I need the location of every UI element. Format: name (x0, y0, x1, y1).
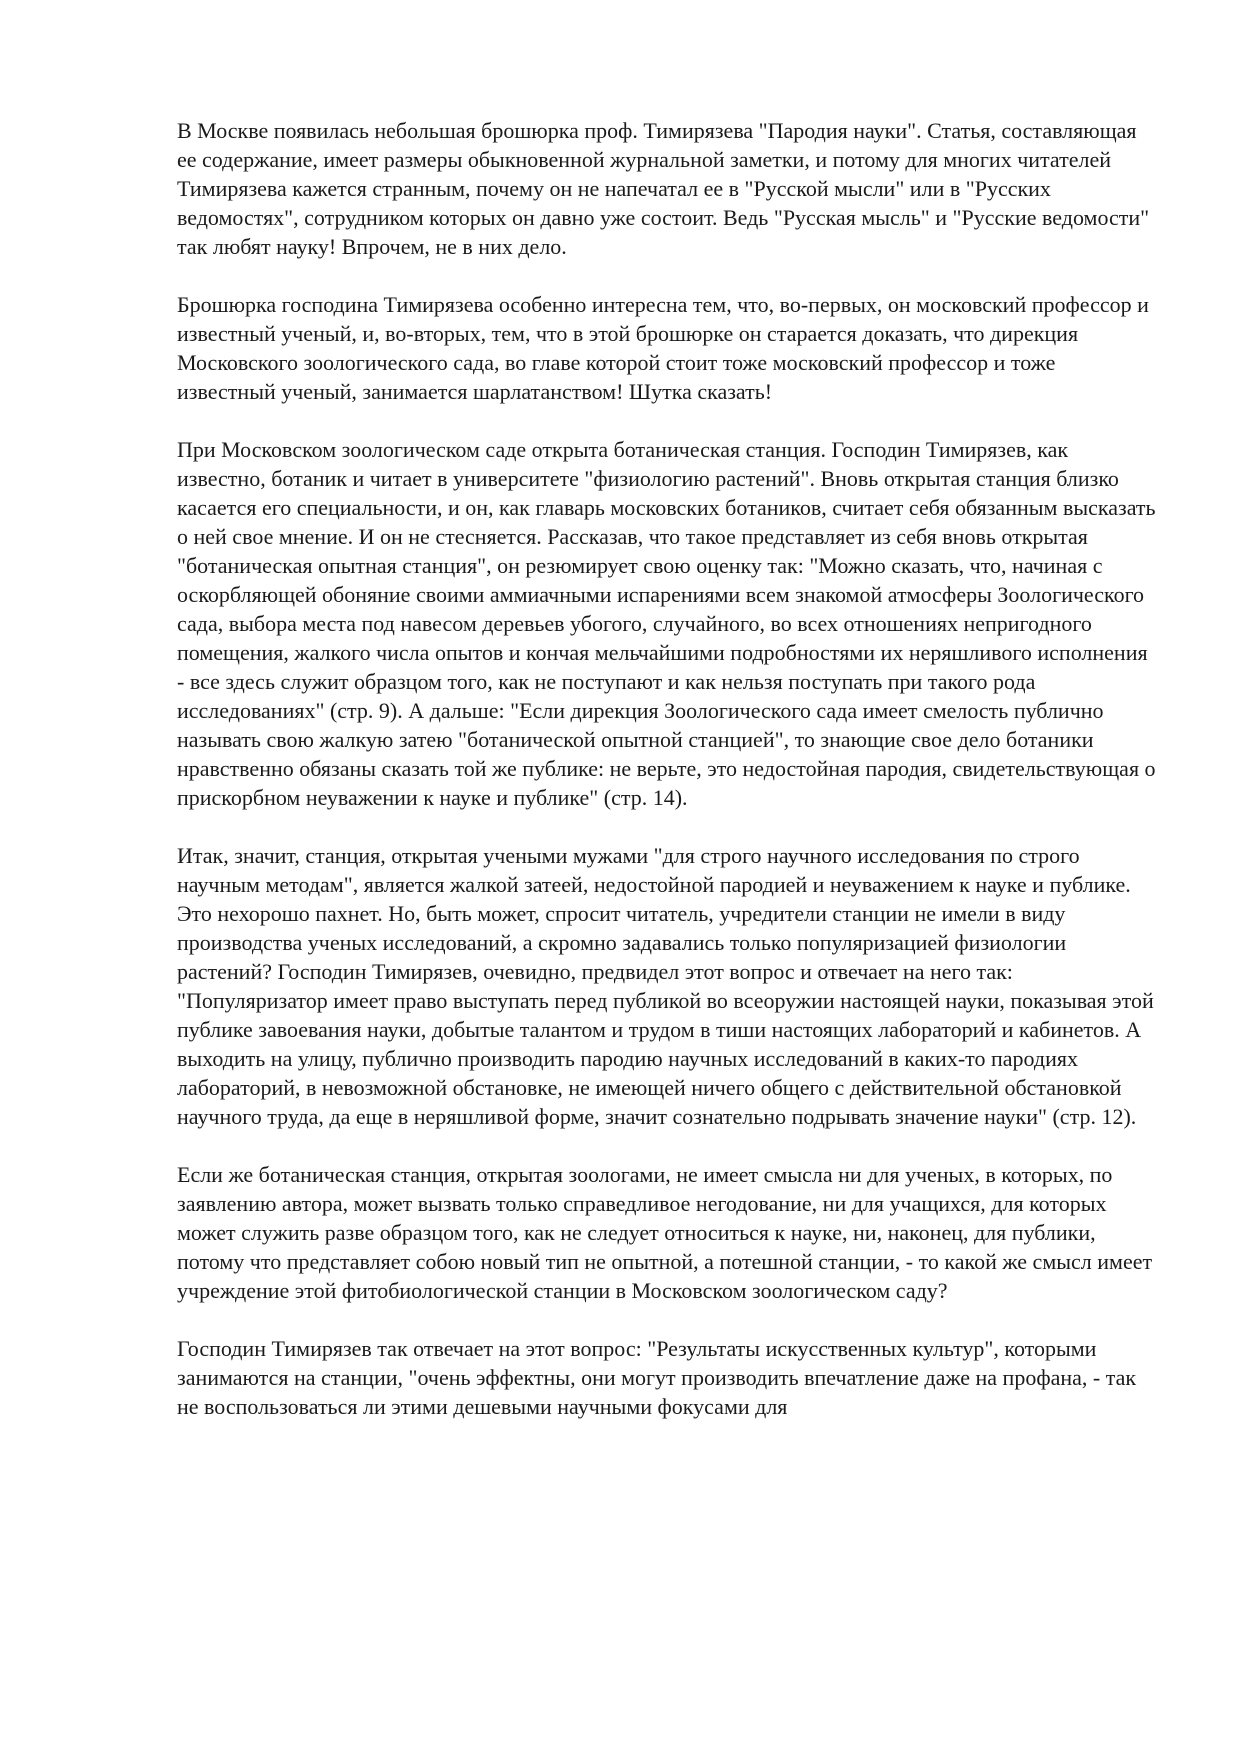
paragraph-3: При Московском зоологическом саде открыта ботаническая станция. Господин Тимирязев, как известно, ботаник и читает в университете "физиологию растений". Вновь открытая станция близко касается его специальности, и он, как главарь московских ботаников, считает себя обязанным высказать о ней свое мнение. И он не стесняется. Рассказав, что такое представляет из себя вновь открытая "ботаническая опытная станция", он резюмирует свою оценку так: "Можно сказать, что, начиная с оскорбляющей обоняние своими аммиачными испарениями всем знакомой атмосферы Зоологического сада, выбора места под навесом деревьев убогого, случайного, во всех отношениях непригодного помещения, жалкого числа опытов и кончая мельчайшими подробностями их неряшливого исполнения - все здесь служит образцом того, как не поступают и как нельзя поступать при такого рода исследованиях" (стр. 9). А дальше: "Если дирекция Зоологического сада имеет смелость публично называть свою жалкую затею "ботанической опытной станцией", то знающие свое дело ботаники нравственно обязаны сказать той же публике: не верьте, это недостойная пародия, свидетельствующая о прискорбном неуважении к науке и публике" (стр. 14). (177, 437, 1156, 810)
paragraph-2: Брошюрка господина Тимирязева особенно интересна тем, что, во-первых, он московский профессор и известный ученый, и, во-вторых, тем, что в этой брошюрке он старается доказать, что дирекция Московского зоологического сада, во главе которой стоит тоже московский профессор и тоже известный ученый, занимается шарлатанством! Шутка сказать! (177, 292, 1149, 404)
paragraph-1: В Москве появилась небольшая брошюрка проф. Тимирязева "Пародия науки". Статья, составляющая ее содержание, имеет размеры обыкновенной журнальной заметки, и потому для многих читателей Тимирязева кажется странным, почему он не напечатал ее в "Русской мысли" или в "Русских ведомостях", сотрудником которых он давно уже состоит. Ведь "Русская мысль" и "Русские ведомости" так любят науку! Впрочем, не в них дело. (177, 118, 1150, 259)
document-body (177, 116, 1157, 1450)
paragraph-4: Итак, значит, станция, открытая учеными мужами "для строго научного исследования по строго научным методам", является жалкой затеей, недостойной пародией и неуважением к науке и публике. Это нехорошо пахнет. Но, быть может, спросит читатель, учредители станции не имели в виду производства ученых исследований, а скромно задавались только популяризацией физиологии растений? Господин Тимирязев, очевидно, предвидел этот вопрос и отвечает на него так: "Популяризатор имеет право выступать перед публикой во всеоружии настоящей науки, показывая этой публике завоевания науки, добытые талантом и трудом в тиши настоящих лабораторий и кабинетов. А выходить на улицу, публично производить пародию научных исследований в каких-то пародиях лабораторий, в невозможной обстановке, не имеющей ничего общего с действительной обстановкой научного труда, да еще в неряшливой форме, значит сознательно подрывать значение науки" (стр. 12). (177, 843, 1154, 1129)
paragraph-6: Господин Тимирязев так отвечает на этот вопрос: "Результаты искусственных культур", которыми занимаются на станции, "очень эффектны, они могут производить впечатление даже на профана, - так не воспользоваться ли этими дешевыми научными фокусами для (177, 1336, 1137, 1419)
paragraph-5: Если же ботаническая станция, открытая зоологами, не имеет смысла ни для ученых, в которых, по заявлению автора, может вызвать только справедливое негодование, ни для учащихся, для которых может служить разве образцом того, как не следует относиться к науке, ни, наконец, для публики, потому что представляет собою новый тип не опытной, а потешной станции, - то какой же смысл имеет учреждение этой фитобиологической станции в Московском зоологическом саду? (177, 1162, 1153, 1303)
